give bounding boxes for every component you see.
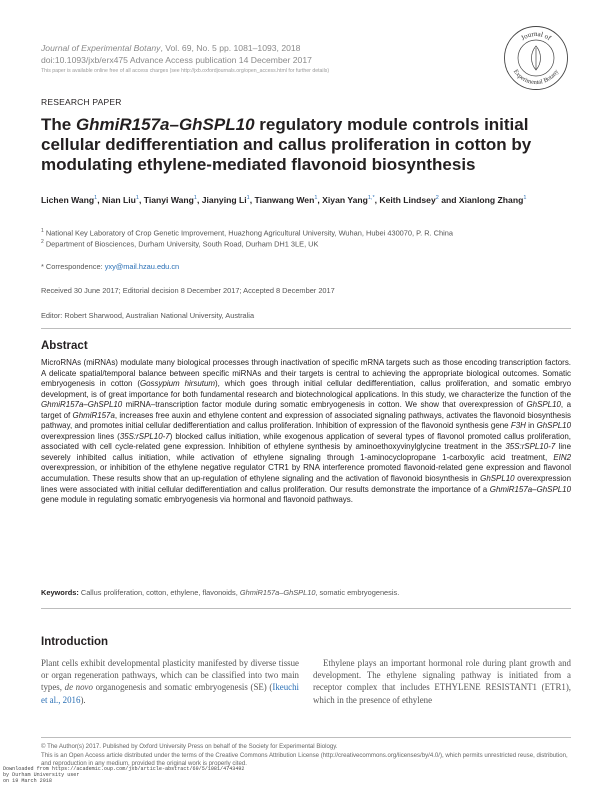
abstract-segment: miRNA–transcription factor module during somatic embryogenesis in cotton. We show that overexpression of [122, 400, 527, 410]
abstract-italic-term: Gossypium hirsutum [139, 379, 216, 389]
license-footer [41, 743, 571, 769]
abstract-segment: , increases free auxin and ethylene content and expression of associated signaling pathways, activates the flavonoid biosynthesis pathway, and promotes initial cellular dedifferentiation and callus proliferation. Inhibition of expression of the flavonoid synthesis gene [41, 410, 571, 431]
svg-text:Experimental Botany [512, 68, 561, 86]
copyright-text: © The Author(s) 2017. Published by Oxford University Press on behalf of the Society for Experimental Biology. [41, 743, 338, 750]
license-text: This is an Open Access article distributed under the terms of the Creative Commons Attribution License (http://creativecommons.org/licenses/by/4.0/), which permits unrestricted reuse, distribution, and reproduction in any medium, provided the original work is properly cited. [41, 751, 568, 768]
journal-citation [41, 43, 329, 78]
author[interactable]: Keith Lindsey$^2$ [379, 194, 439, 205]
author[interactable]: Xiyan Yang$^{1,*}$ [322, 194, 375, 205]
abstract-italic-term: F3H [510, 421, 526, 431]
svg-text:Journal of [519, 30, 553, 42]
correspondence: * Correspondence: yxy@mail.hzau.edu.cn [41, 262, 180, 271]
journal-logo-icon [503, 25, 569, 91]
logo-bottom-text: Experimental Botany [511, 68, 561, 87]
abstract-italic-term: GhmiR157a [72, 410, 115, 420]
open-access-note: This paper is available online free of all access charges (see http://jxb.oxfordjournals.org/open_access.html for further details) [41, 68, 330, 74]
keywords: Keywords: Callus proliferation, cotton, ethylene, flavonoids, GhmiR157a–GhSPL10, somatic embryogenesis. [41, 588, 400, 597]
abstract-segment: gene module in regulating somatic embryogenesis via hormonal and flavonoid pathways. [41, 495, 353, 505]
abstract-segment: ) blocked callus initiation, while exogenous application of several types of flavonol promoted callus proliferation, associated with cell cycle-related gene expression. Inhibition of ethylene synthesis by aminoethoxyvinylglycine treatment in the [41, 431, 571, 452]
intro-left-column: Plant cells exhibit developmental plasticity manifested by diverse tissue or organ regeneration pathways, which can be classified into two main types, de novo organogenesis and somatic embryogenesis (SE) (Ikeuchi et al., 2016). [41, 658, 299, 705]
abstract-italic-term: 35S:rSPL10-7 [505, 442, 556, 452]
abstract-italic-term: GhSPL10 [526, 400, 561, 410]
author[interactable]: Xianlong Zhang$^1$ [458, 194, 527, 205]
download-stamp: Downloaded from https://academic.oup.com/jxb/article-abstract/69/5/1081/4743492 by Durham University user on 19 March 2018 [3, 766, 245, 784]
divider [41, 608, 571, 609]
divider [41, 737, 571, 738]
citation-link[interactable]: Ikeuchi et al., 2016 [41, 682, 299, 705]
author[interactable]: Tianwang Wen$^1$ [254, 194, 318, 205]
affiliation: $^2$ Department of Biosciences, Durham University, South Road, Durham DH1 3LE, UK [41, 239, 319, 249]
abstract-segment: MicroRNAs (miRNAs) modulate many biological processes through inactivation of specific mRNA targets such as those encoding transcription factors. A delicate spatial/temporal balance between specific miRNAs and their targets is central to achieving the appropriate biological outcomes. Somatic embryogenesis in cotton ( [41, 358, 571, 389]
abstract-italic-term: GhmiR157a–GhSPL10 [41, 400, 123, 410]
article-title: The GhmiR157a–GhSPL10 regulatory module controls initial cellular dedifferentiation and callus proliferation in cotton by modulating ethylene-mediated flavonoid biosynthesis [41, 115, 532, 175]
abstract-italic-term: EIN2 [553, 452, 571, 462]
abstract-segment: , a target of [41, 400, 571, 420]
author[interactable]: Jianying Li$^1$ [201, 194, 250, 205]
abstract-italic-term: GhSPL10 [536, 421, 571, 431]
abstract-segment: line severely inhibited callus initiation, while activation of ethylene signaling through 1-aminocyclopropane 1-carboxylic acid treatment, [41, 442, 572, 462]
title-gene: GhmiR157a–GhSPL10 [75, 115, 255, 134]
abstract-italic-term: 35S:rSPL10-7 [119, 431, 170, 441]
author[interactable]: Lichen Wang$^1$ [41, 194, 98, 205]
abstract-segment: overexpression lines ( [41, 431, 120, 441]
abstract-segment: ), which goes through initial cellular dedifferentiation, callus proliferation, and somatic embryo development, is of great importance for both fundamental research and biotechnological applications. In this study, we characterize the function of the [41, 379, 571, 399]
abstract-segment: overexpression lines were associated with initial cellular dedifferentiation and callus proliferation. Our results demonstrate the importance of a [41, 474, 571, 494]
author[interactable]: Nian Liu$^1$ [102, 194, 139, 205]
abstract-italic-term: GhmiR157a–GhSPL10 [489, 484, 571, 494]
article-dates: Received 30 June 2017; Editorial decision 8 December 2017; Accepted 8 December 2017 [41, 286, 335, 295]
article-type: RESEARCH PAPER [41, 97, 122, 107]
divider [41, 328, 571, 329]
author-list: Lichen Wang$^1$, Nian Liu$^1$, Tianyi Wang$^1$, Jianying Li$^1$, Tianwang Wen$^1$, Xiyan Yang$^{1,*}$, Keith Lindsey$^2$ and Xianlong Zhang$^1$ [41, 194, 527, 205]
abstract-segment: in [525, 421, 537, 431]
abstract-italic-term: GhSPL10 [480, 474, 515, 484]
abstract-heading: Abstract [41, 340, 88, 352]
leaf-mark [532, 46, 541, 70]
doi-line: doi:10.1093/jxb/erx475 Advance Access publication 14 December 2017 [41, 54, 312, 65]
intro-right-column: Ethylene plays an important hormonal role during plant growth and development. The ethylene signaling pathway is initiated from a receptor complex that includes ETHYLENE RESISTANT1 (ETR1), which in the presence of ethylene [313, 658, 571, 705]
introduction-heading: Introduction [41, 636, 109, 648]
correspondence-email-link[interactable]: yxy@mail.hzau.edu.cn [104, 262, 180, 271]
citation-text: , Vol. 69, No. 5 pp. 1081–1093, 2018 [160, 43, 301, 53]
abstract-text [41, 358, 571, 506]
editor-line: Editor: Robert Sharwood, Australian National University, Australia [41, 311, 255, 320]
logo-top-text: Journal of [519, 29, 553, 43]
affiliation: $^1$ National Key Laboratory of Crop Genetic Improvement, Huazhong Agricultural University, Wuhan, Hubei 430070, P. R. China [41, 228, 453, 238]
author[interactable]: Tianyi Wang$^1$ [143, 194, 197, 205]
journal-name: Journal of Experimental Botany [41, 43, 161, 53]
abstract-segment: overexpression, or inhibition of the ethylene negative regulator CTR1 by RNA interference promoted flavonoid-related gene expression and flavonol accumulation. These results show that an up-regulation of ethylene signaling and the activation of flavonoid biosynthesis in [41, 463, 571, 484]
